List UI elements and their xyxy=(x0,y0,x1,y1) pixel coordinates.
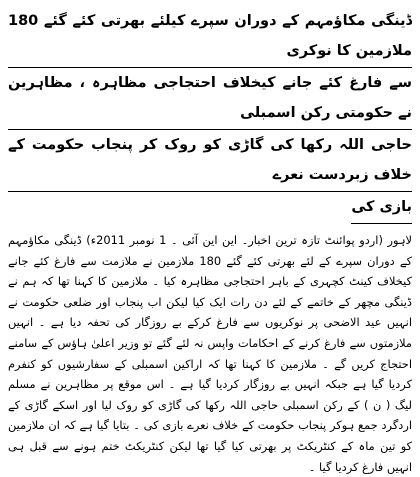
headline-line-3: حاجی اللہ رکھا کی گاڑی کو روک کر پنجاب حکومت کے خلاف زبردست نعرے xyxy=(8,130,412,192)
headline-line-1: ڈینگی مکاؤمہم کے دوران سپرے کیلئے بھرتی کئے گئے 180 ملازمین کا نوکری xyxy=(8,6,412,68)
headline-line-2: سے فارغ کئے جانے کیخلاف احتجاجی مظاہرہ ، مظاہرین نے حکومتی رکن اسمبلی xyxy=(8,68,412,130)
article-headline xyxy=(8,6,412,224)
headline-line-4: بازی کی xyxy=(351,192,412,224)
article-body: لاہور (اردو پوائنٹ تازہ ترین اخبار۔ این این آئی ۔ 1 نومبر 2011ء) ڈینگی مکاؤمہم کے دوران سپرے کے لئے بھرتی کئے گئے 180 ملازمین نے ملازمت سے فارغ کئے جانے کیخلاف کینٹ کچہری کے باہر احتجاجی مظاہرہ کیا ۔ ملازمین کا کہنا تھا کہ ہم نے ڈینگی مچھر کے خاتمے کے لئے دن رات ایک کیا لیکن اب پنجاب اور ضلعی حکومت نے انہیں عید الاضحی پر نوکریوں سے فارغ کرکے بے روزگار کی تحفہ دیا ہے ۔ انہیں ملازمتوں سے فارغ کرنے کے احکامات واپس نہ لئے گئے تو وزیر اعلیٰ ہاؤس کے سامنے احتجاج کریں گے ۔ ملازمین کا کہنا تھا کہ اراکین اسمبلی کے سفارشیوں کو کنفرم کردیا گیا ہے جبکہ انہیں بے روزگار کردیا گیا ہے ۔ اس موقع پر مظاہرین نے مسلم لیگ ( ن ) کے رکن اسمبلی حاجی اللہ رکھا کی گاڑی کو روک لیا اور اسکے گاڑی کے اردگرد جمع ہوکر پنجاب حکومت کے خلاف نعرے بازی کی ۔ بتایا گیا ہے کہ ان ملازمین کو تین ماہ کے کنٹریکٹ پر بھرتی کیا گیا تھا لیکن کنٹریکٹ ختم ہونے سے قبل ہی انہیں فارغ کردیا گیا ۔ xyxy=(8,233,412,474)
